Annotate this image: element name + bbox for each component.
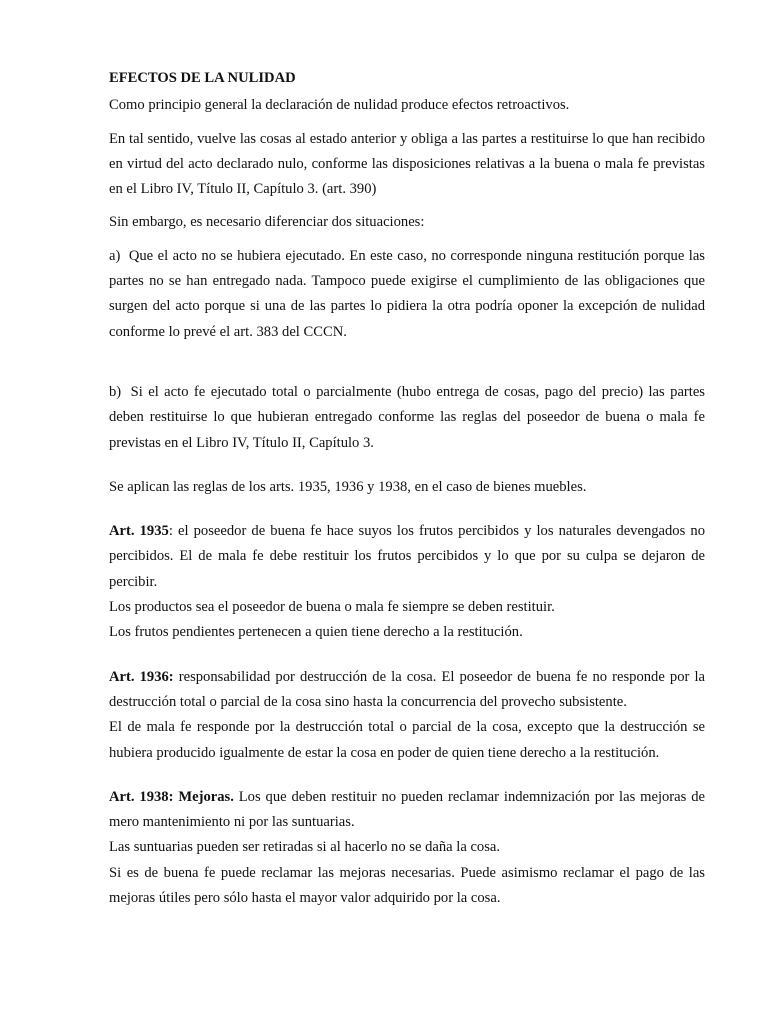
art-1935-text: : el poseedor de buena fe hace suyos los frutos percibidos y los naturales devengados no percibidos. El de mala fe debe restituir los frutos percibidos y lo que por su culpa se dejaron de percibir.: [109, 523, 705, 590]
list-item-a-text: Que el acto no se hubiera ejecutado. En este caso, no corresponde ninguna restitución porque las partes no se han entregado nada. Tampoco puede exigirse el cumplimiento de las obligaciones que surgen del acto porque si una de las partes lo pidiera la otra podría oponer la excepción de nulidad conforme lo prevé el art. 383 del CCCN.: [109, 247, 705, 340]
art-1935-line-2: Los productos sea el poseedor de buena o mala fe siempre se deben restituir.: [109, 599, 555, 616]
art-1936-line-2: El de mala fe responde por la destrucción total o parcial de la cosa, excepto que la destrucción se hubiera producido igualmente de estar la cosa en poder de quien tiene derecho a la restitución.: [109, 719, 705, 761]
art-1935-line-3: Los frutos pendientes pertenecen a quien tiene derecho a la restitución.: [109, 624, 523, 641]
art-1936-text: responsabilidad por destrucción de la cosa. El poseedor de buena fe no responde por la destrucción total o parcial de la cosa sino hasta la concurrencia del provecho subsistente.: [109, 668, 705, 710]
art-1938-text: Los que deben restituir no pueden reclamar indemnización por las mejoras de mero mantenimiento ni por las suntuarias.: [109, 788, 705, 831]
list-item-a: [109, 244, 705, 345]
art-1938-paragraph: [109, 785, 705, 836]
paragraph-se-aplican: Se aplican las reglas de los arts. 1935, 1936 y 1938, en el caso de bienes muebles.: [109, 478, 587, 495]
paragraph-sin-embargo: Sin embargo, es necesario diferenciar dos situaciones:: [109, 214, 425, 231]
intro-paragraph: Como principio general la declaración de nulidad produce efectos retroactivos.: [109, 97, 570, 114]
art-1938-heading: Art. 1938: Mejoras.: [109, 788, 234, 805]
art-1936-heading: Art. 1936:: [109, 668, 174, 685]
art-1936-paragraph: [109, 665, 705, 716]
paragraph-tal-sentido: En tal sentido, vuelve las cosas al estado anterior y obliga a las partes a restituirse lo que han recibido en virtud del acto declarado nulo, conforme las disposiciones relativas a la buena o mala fe previstas en el Libro IV, Título II, Capítulo 3. (art. 390): [109, 130, 705, 198]
art-1938-line-2: Las suntuarias pueden ser retiradas si al hacerlo no se daña la cosa.: [109, 839, 501, 856]
page-title: EFECTOS DE LA NULIDAD: [109, 70, 296, 86]
document-page: [109, 66, 705, 911]
list-item-b: [109, 380, 705, 456]
list-item-b-text: Si el acto fe ejecutado total o parcialmente (hubo entrega de cosas, pago del precio) las partes deben restituirse lo que hubieran entregado conforme las reglas del poseedor de buena o mala fe previstas en el Libro IV, Título II, Capítulo 3.: [109, 383, 705, 451]
list-item-a-label: a): [109, 247, 121, 264]
art-1938-line-3: Si es de buena fe puede reclamar las mejoras necesarias. Puede asimismo reclamar el pago de las mejoras útiles pero sólo hasta el mayor valor adquirido por la cosa.: [109, 864, 705, 907]
art-1935-paragraph: [109, 519, 705, 595]
art-1935-heading: Art. 1935: [109, 523, 169, 540]
list-item-b-label: b): [109, 383, 122, 400]
